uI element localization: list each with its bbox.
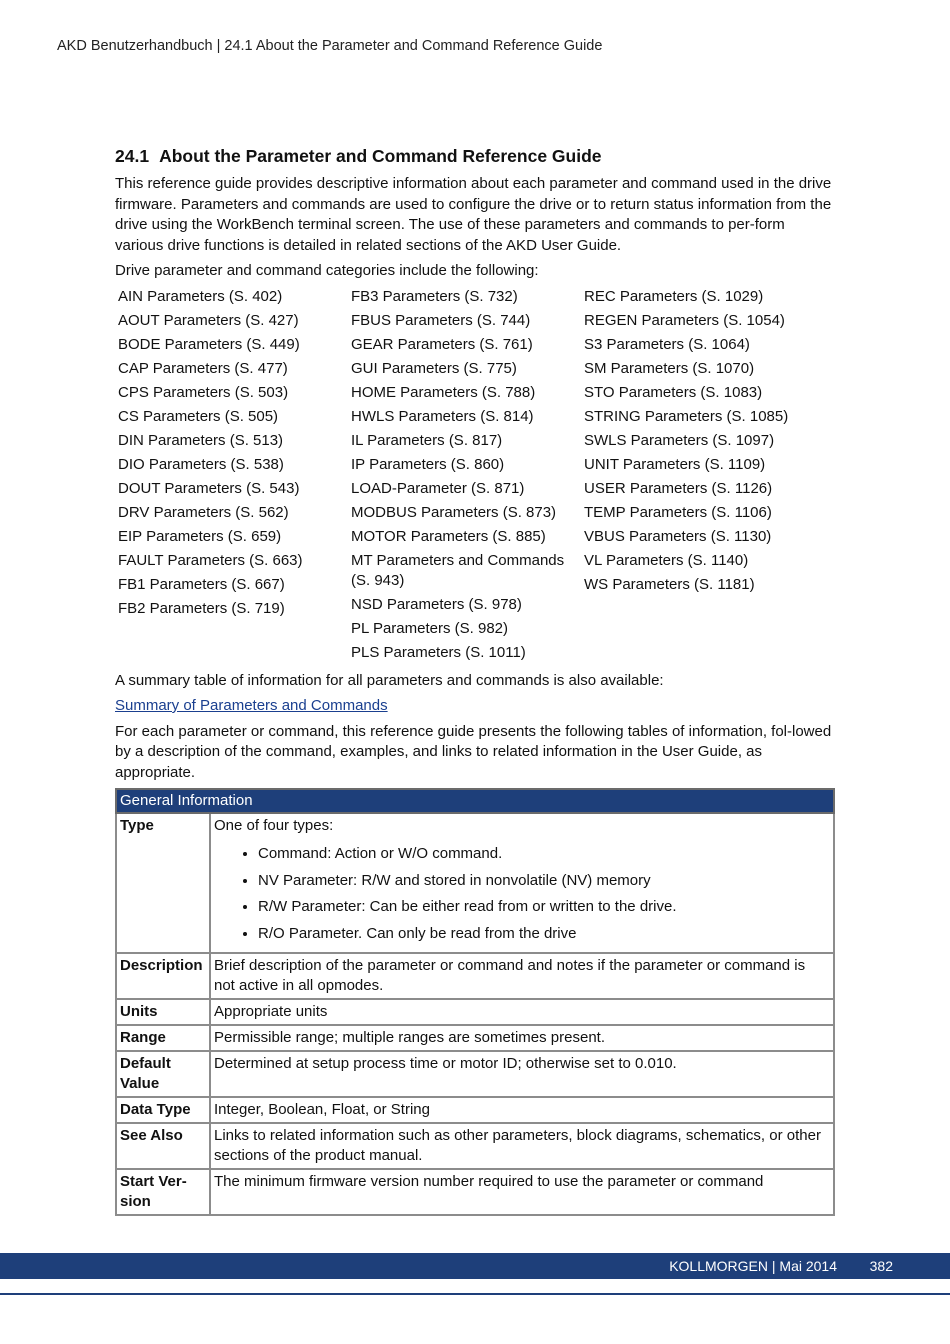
categories-intro: Drive parameter and command categories include the following:	[115, 262, 539, 279]
category-link[interactable]: HWLS Parameters (S. 814)	[351, 407, 534, 425]
footer-divider	[0, 1293, 950, 1295]
type-item: • Command: Action or W/O command.	[258, 844, 830, 865]
row-value: Determined at setup process time or motor ID; otherwise set to 0.010.	[210, 1051, 834, 1097]
table-row	[116, 1169, 834, 1215]
table-row	[116, 1051, 834, 1097]
category-link[interactable]: UNIT Parameters (S. 1109)	[584, 455, 766, 473]
category-link[interactable]: DRV Parameters (S. 562)	[118, 503, 289, 521]
row-label: Start Ver-sion	[116, 1169, 210, 1215]
row-value-type	[210, 813, 834, 953]
category-column-1	[115, 287, 348, 667]
row-value: The minimum firmware version number required to use the parameter or command	[210, 1169, 834, 1215]
type-item: • R/O Parameter. Can only be read from the drive	[258, 924, 830, 945]
category-link[interactable]: NSD Parameters (S. 978)	[351, 595, 522, 613]
category-link[interactable]: TEMP Parameters (S. 1106)	[584, 503, 772, 521]
page-number: 382	[869, 1258, 893, 1274]
footer-text: KOLLMORGEN | Mai 2014	[669, 1258, 837, 1274]
category-link[interactable]: AIN Parameters (S. 402)	[118, 287, 283, 305]
footer-bar	[0, 1253, 950, 1279]
category-link[interactable]: S3 Parameters (S. 1064)	[584, 335, 750, 353]
category-link[interactable]: FB3 Parameters (S. 732)	[351, 287, 518, 305]
category-link[interactable]: FAULT Parameters (S. 663)	[118, 551, 303, 569]
type-intro: One of four types:	[214, 817, 334, 834]
category-link[interactable]: MT Parameters and Commands (S. 943)	[351, 551, 565, 589]
category-link[interactable]: CAP Parameters (S. 477)	[118, 359, 288, 377]
table-row	[116, 999, 834, 1025]
row-value: Permissible range; multiple ranges are sometimes present.	[210, 1025, 834, 1051]
row-label: Units	[116, 999, 210, 1025]
category-link[interactable]: SM Parameters (S. 1070)	[584, 359, 755, 377]
category-link[interactable]: EIP Parameters (S. 659)	[118, 527, 282, 545]
row-label: Description	[116, 953, 210, 999]
category-link[interactable]: PL Parameters (S. 982)	[351, 619, 509, 637]
category-link[interactable]: MOTOR Parameters (S. 885)	[351, 527, 546, 545]
category-link[interactable]: IP Parameters (S. 860)	[351, 455, 505, 473]
category-column-2	[348, 287, 581, 667]
row-label: See Also	[116, 1123, 210, 1169]
category-link[interactable]: FB2 Parameters (S. 719)	[118, 599, 285, 617]
row-value: Appropriate units	[210, 999, 834, 1025]
type-list	[214, 844, 830, 944]
category-link[interactable]: GUI Parameters (S. 775)	[351, 359, 517, 377]
row-label: Default Value	[116, 1051, 210, 1097]
summary-intro: A summary table of information for all parameters and commands is also available:	[115, 671, 664, 689]
category-link[interactable]: AOUT Parameters (S. 427)	[118, 311, 299, 329]
row-value: Brief description of the parameter or command and notes if the parameter or command is not active in all opmodes.	[210, 953, 834, 999]
running-header: AKD Benutzerhandbuch | 24.1 About the Parameter and Command Reference Guide	[57, 38, 603, 54]
table-row	[116, 1025, 834, 1051]
intro-paragraph: This reference guide provides descriptive information about each parameter and command used in the drive firmware. Parameters and commands are used to configure the drive or to return status information from the drive using the WorkBench terminal screen. The use of these parameters and commands to per-form various drive functions is detailed in related sections of the AKD User Guide.	[115, 175, 832, 254]
section-heading	[115, 146, 835, 166]
category-link[interactable]: REGEN Parameters (S. 1054)	[584, 311, 785, 329]
category-link[interactable]: CPS Parameters (S. 503)	[118, 383, 289, 401]
category-link[interactable]: FB1 Parameters (S. 667)	[118, 575, 285, 593]
category-link[interactable]: MODBUS Parameters (S. 873)	[351, 503, 557, 521]
category-link[interactable]: USER Parameters (S. 1126)	[584, 479, 773, 497]
category-link[interactable]: FBUS Parameters (S. 744)	[351, 311, 531, 329]
row-label: Range	[116, 1025, 210, 1051]
row-label-type: Type	[116, 813, 210, 953]
category-link[interactable]: LOAD-Parameter (S. 871)	[351, 479, 525, 497]
row-value: Integer, Boolean, Float, or String	[210, 1097, 834, 1123]
category-link[interactable]: STO Parameters (S. 1083)	[584, 383, 763, 401]
category-column-3	[581, 287, 814, 667]
row-label: Data Type	[116, 1097, 210, 1123]
category-link[interactable]: DOUT Parameters (S. 543)	[118, 479, 300, 497]
category-link[interactable]: GEAR Parameters (S. 761)	[351, 335, 533, 353]
table-intro: For each parameter or command, this reference guide presents the following tables of information, fol-lowed by a description of the command, examples, and links to related information in the User Guide, as appropriate.	[115, 722, 832, 781]
table-row	[116, 813, 834, 953]
main-content	[115, 146, 835, 1216]
category-link[interactable]: VBUS Parameters (S. 1130)	[584, 527, 772, 545]
table-row	[116, 953, 834, 999]
category-link[interactable]: SWLS Parameters (S. 1097)	[584, 431, 775, 449]
category-link[interactable]: HOME Parameters (S. 788)	[351, 383, 536, 401]
general-information-table	[115, 788, 835, 1216]
table-row	[116, 1097, 834, 1123]
category-link[interactable]: WS Parameters (S. 1181)	[584, 575, 755, 593]
table-row	[116, 1123, 834, 1169]
category-link[interactable]: IL Parameters (S. 817)	[351, 431, 503, 449]
row-value: Links to related information such as other parameters, block diagrams, schematics, or other sections of the product manual.	[210, 1123, 834, 1169]
category-list	[115, 287, 835, 667]
category-link[interactable]: PLS Parameters (S. 1011)	[351, 643, 526, 661]
summary-link[interactable]: Summary of Parameters and Commands	[115, 697, 388, 714]
section-number: 24.1	[115, 146, 150, 166]
category-link[interactable]: BODE Parameters (S. 449)	[118, 335, 300, 353]
category-link[interactable]: DIO Parameters (S. 538)	[118, 455, 284, 473]
category-link[interactable]: REC Parameters (S. 1029)	[584, 287, 764, 305]
category-link[interactable]: DIN Parameters (S. 513)	[118, 431, 284, 449]
type-item: • R/W Parameter: Can be either read from or written to the drive.	[258, 897, 830, 918]
category-link[interactable]: STRING Parameters (S. 1085)	[584, 407, 789, 425]
table-header: General Information	[116, 789, 834, 813]
category-link[interactable]: VL Parameters (S. 1140)	[584, 551, 749, 569]
section-title: About the Parameter and Command Reference Guide	[159, 146, 602, 166]
category-link[interactable]: CS Parameters (S. 505)	[118, 407, 279, 425]
type-item: • NV Parameter: R/W and stored in nonvolatile (NV) memory	[258, 871, 830, 892]
